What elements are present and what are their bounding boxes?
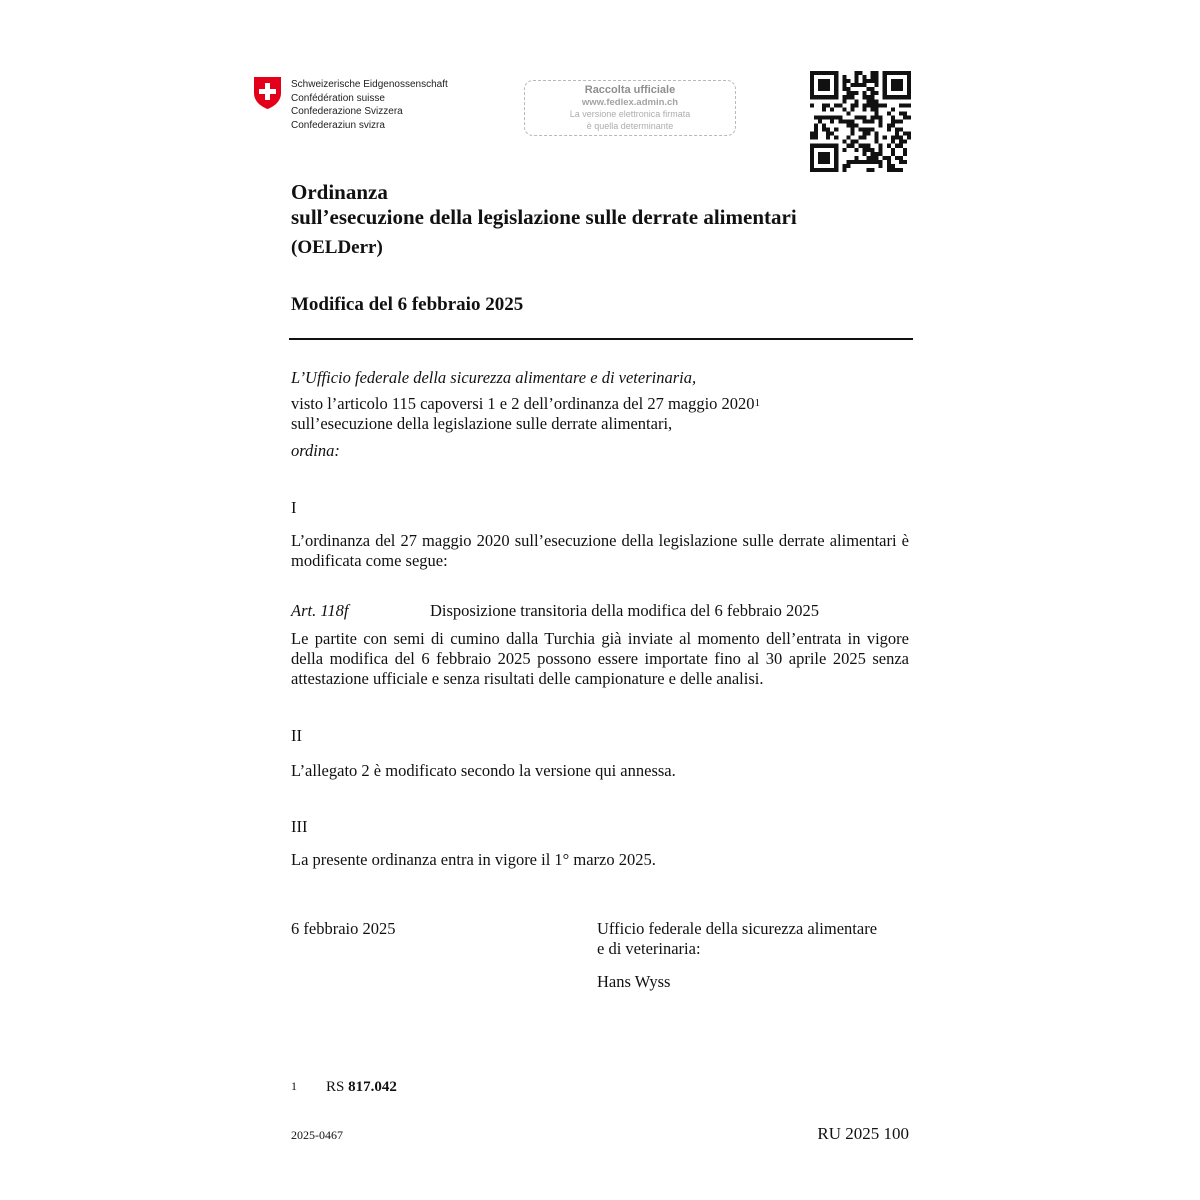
section-numeral-2: II: [291, 726, 302, 745]
document-title: [291, 180, 797, 260]
stamp-note-1: La versione elettronica firmata: [569, 109, 691, 119]
signature-authority: [597, 919, 917, 959]
signature-date: 6 febbraio 2025: [291, 919, 396, 938]
article-text: Le partite con semi di cumino dalla Turchia già inviate al momento dell’entrata in vigore della modifica del 6 febbraio 2025 possono essere importate fino al 30 aprile 2025 senza attestazione ufficiale e senza risultati delle campionature e delle analisi.: [291, 629, 909, 688]
section-3-text: La presente ordinanza entra in vigore il 1° marzo 2025.: [291, 850, 656, 869]
article-number: Art. 118f: [291, 601, 349, 620]
footnote-text: [326, 1079, 397, 1096]
confederation-line: Confédération suisse: [291, 92, 385, 104]
confederation-line: Schweizerische Eidgenossenschaft: [291, 79, 448, 90]
section-1-intro: L’ordinanza del 27 maggio 2020 sull’esecuzione della legislazione sulle derrate alimentari è modificata come segue:: [291, 531, 909, 570]
stamp-note-2: è quella determinante: [586, 120, 674, 131]
authority-line-1: Ufficio federale della sicurezza alimentare: [597, 919, 878, 938]
visto-line-1: visto l’articolo 115 capoversi 1 e 2 dell’ordinanza del 27 maggio 2020: [291, 394, 755, 413]
confederation-line: Confederazione Svizzera: [291, 106, 403, 117]
preamble-authority: L’Ufficio federale della sicurezza alimentare e di veterinaria,: [291, 368, 697, 387]
preamble-ordina: ordina:: [291, 441, 340, 460]
title-abbreviation: (OELDerr): [291, 237, 383, 258]
official-collection-stamp: [524, 80, 736, 136]
stamp-url[interactable]: www.fedlex.admin.ch: [581, 97, 679, 108]
preamble-visto: [291, 394, 760, 434]
document-number: 2025-0467: [291, 1128, 343, 1142]
section-numeral-3: III: [291, 817, 308, 836]
title-line-1: Ordinanza: [291, 180, 388, 204]
qr-code-icon: [810, 71, 911, 172]
confederation-names: [291, 78, 448, 132]
official-collection-reference: RU 2025 100: [817, 1124, 909, 1143]
article-title: Disposizione transitoria della modifica del 6 febbraio 2025: [430, 601, 820, 620]
section-2-text: L’allegato 2 è modificato secondo la versione qui annessa.: [291, 761, 676, 780]
amendment-date: Modifica del 6 febbraio 2025: [291, 294, 524, 315]
footnote-number: 1: [291, 1079, 297, 1093]
section-numeral-1: I: [291, 498, 297, 517]
signer-name: Hans Wyss: [597, 972, 671, 991]
footnote-ref[interactable]: 1: [754, 397, 761, 409]
confederation-line: Confederaziun svizra: [291, 119, 385, 131]
footnote-ref-number: 817.042: [348, 1079, 397, 1095]
stamp-title: Raccolta ufficiale: [584, 84, 676, 96]
footnote-prefix: RS: [326, 1079, 349, 1095]
swiss-crest-icon: [253, 76, 282, 110]
title-line-2: sull’esecuzione della legislazione sulle derrate alimentari: [291, 205, 797, 229]
title-divider: [289, 338, 913, 340]
authority-line-2: e di veterinaria:: [597, 939, 701, 958]
visto-line-2: sull’esecuzione della legislazione sulle derrate alimentari,: [291, 414, 673, 433]
